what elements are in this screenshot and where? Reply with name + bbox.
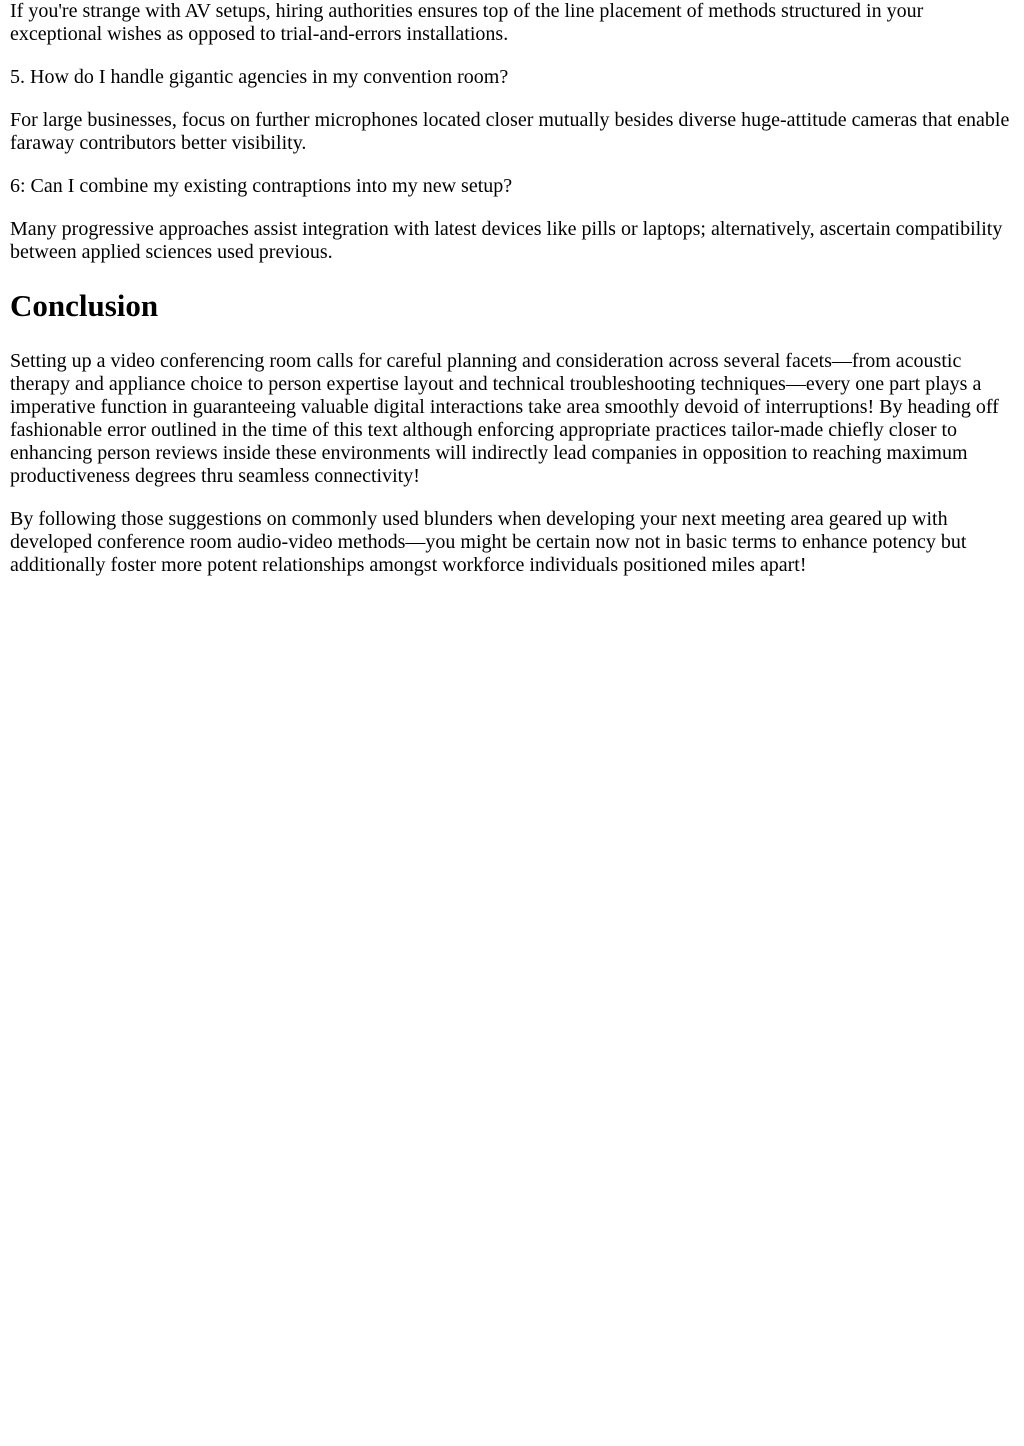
faq-question-6: 6: Can I combine my existing contraptions into my new setup? [10, 175, 513, 197]
faq-answer-6: Many progressive approaches assist integration with latest devices like pills or laptops; alternatively, ascertain compatibility between applied sciences used previous. [10, 218, 1003, 263]
conclusion-paragraph: By following those suggestions on commonly used blunders when developing your next meeting area geared up with developed conference room audio-video methods—you might be certain now not in basic terms to enhance potency but additionally foster more potent relationships amongst workforce individuals positioned miles apart! [10, 508, 967, 576]
intro-paragraph: If you're strange with AV setups, hiring authorities ensures top of the line placement of methods structured in your exceptional wishes as opposed to trial-and-errors installations. [10, 0, 924, 45]
conclusion-heading: Conclusion [10, 288, 159, 323]
faq-answer-5: For large businesses, focus on further microphones located closer mutually besides diverse huge-attitude cameras that enable faraway contributors better visibility. [10, 109, 1010, 154]
article-body [10, 0, 1014, 577]
faq-question-5: 5. How do I handle gigantic agencies in my convention room? [10, 66, 509, 88]
conclusion-paragraph: Setting up a video conferencing room calls for careful planning and consideration across several facets—from acoustic therapy and appliance choice to person expertise layout and technical troubleshooting techniques—every one part plays a imperative function in guaranteeing valuable digital interactions take area smoothly devoid of interruptions! By heading off fashionable error outlined in the time of this text although enforcing appropriate practices tailor-made chiefly closer to enhancing person reviews inside these environments will indirectly lead companies in opposition to reaching maximum productiveness degrees thru seamless connectivity! [10, 350, 999, 487]
